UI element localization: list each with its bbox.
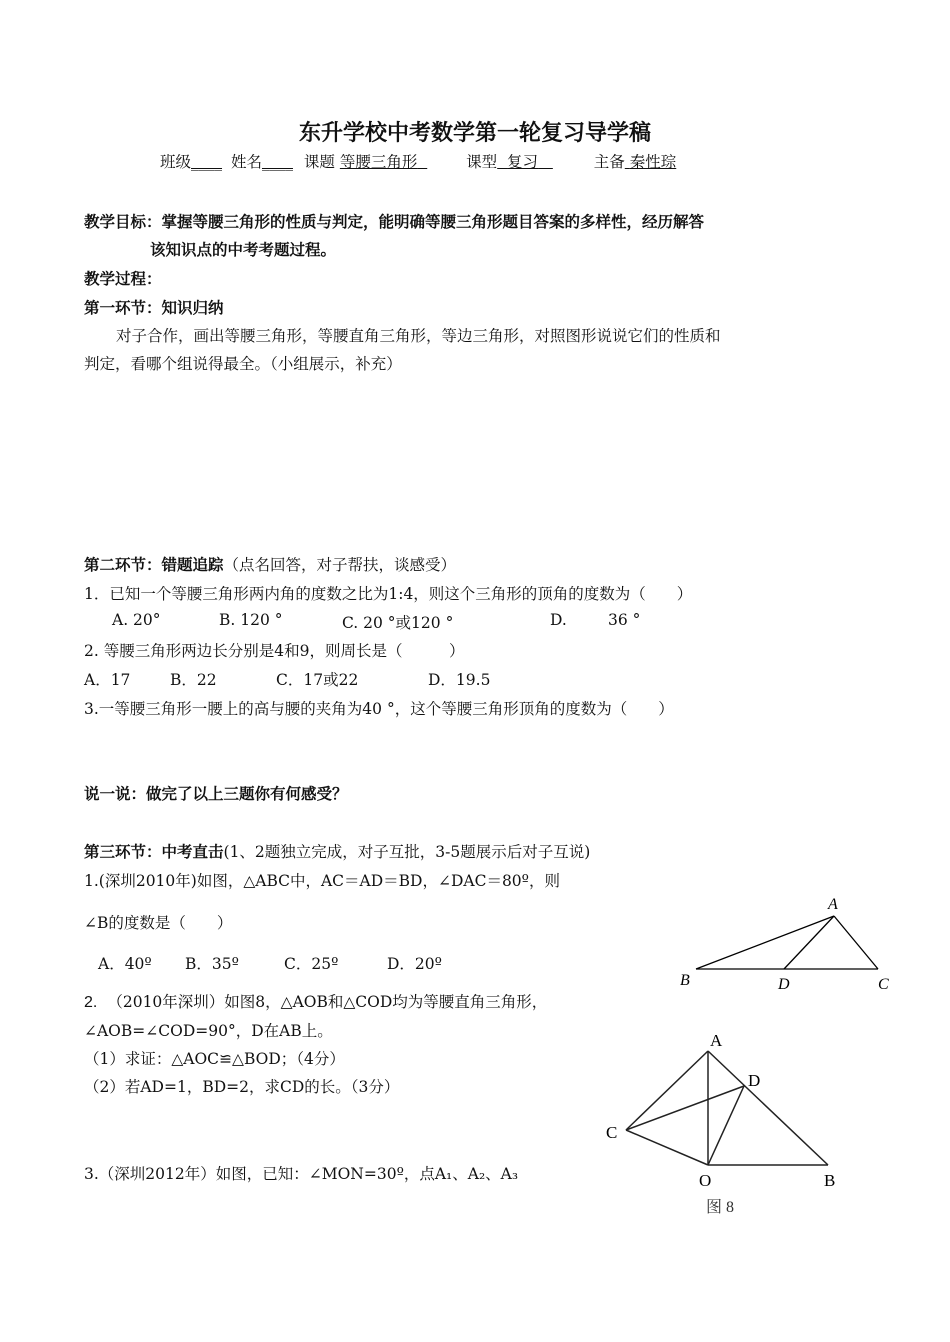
question-3: 3.一等腰三角形一腰上的高与腰的夹角为40 °，这个等腰三角形顶角的度数为（ ）	[84, 700, 674, 718]
name-label: 姓名	[230, 153, 262, 171]
label-o: O	[699, 1171, 712, 1190]
label-d: D	[748, 1071, 761, 1090]
p1-option-b: B．35º	[185, 955, 239, 973]
question-2: 2. 等腰三角形两边长分别是4和9，则周长是（ ）	[84, 642, 465, 660]
problem-2-line-1	[84, 990, 547, 1012]
type-value: 复习	[507, 153, 539, 171]
q2-option-b: B．22	[170, 671, 217, 689]
section3-heading	[84, 840, 590, 862]
question-1: 1．已知一个等腰三角形两内角的度数之比为1:4，则这个三角形的顶角的度数为（ ）	[84, 585, 693, 603]
section1-line-1: 对子合作，画出等腰三角形，等腰直角三角形，等边三角形，对照图形说说它们的性质和	[116, 327, 721, 345]
page-title: 东升学校中考数学第一轮复习导学稿	[298, 120, 651, 146]
segment-ac	[834, 916, 878, 969]
name-field: ____	[261, 153, 293, 171]
figure-caption: 图 8	[706, 1199, 735, 1216]
process-label: 教学过程：	[84, 269, 162, 288]
label-b: B	[680, 972, 690, 989]
q1-option-c: C. 20 °或120 °	[342, 614, 454, 632]
q2-option-d: D．19.5	[428, 671, 491, 689]
problem-2-text: （2010年深圳）如图8，△AOB和△COD均为等腰直角三角形，	[107, 993, 548, 1011]
figure-8	[598, 1020, 858, 1220]
p1-option-d: D．20º	[387, 955, 442, 973]
problem-2-number: 2.	[84, 994, 98, 1011]
q1-option-d-value: 36 °	[608, 611, 641, 629]
q1-option-a: A. 20°	[112, 611, 161, 629]
segment-ab	[708, 1051, 828, 1165]
author-value: 秦性琮	[629, 153, 677, 171]
problem-1-line-2: ∠B的度数是（ ）	[84, 914, 233, 932]
q1-option-b: B. 120 °	[219, 611, 283, 629]
section3-heading-note: (1、2题独立完成，对子互批，3-5题展示后对子互说)	[223, 843, 591, 861]
segment-ad	[784, 916, 834, 969]
segment-ca	[626, 1051, 708, 1130]
problem-2-line-2: ∠AOB=∠COD=90°，D在AB上。	[84, 1022, 333, 1040]
topic-value: 等腰三角形	[339, 153, 418, 171]
label-b: B	[824, 1171, 836, 1190]
author-label: 主备	[593, 153, 625, 171]
label-c: C	[878, 976, 889, 993]
label-a: A	[828, 896, 838, 913]
q2-option-c: C．17或22	[276, 671, 359, 689]
label-c: C	[606, 1123, 618, 1142]
section2-heading	[84, 553, 456, 575]
type-label: 课型	[466, 153, 498, 171]
section1-line-2: 判定，看哪个组说得最全。（小组展示，补充）	[84, 355, 402, 373]
problem-3-line-1: 3.（深圳2012年）如图，已知：∠MON=30º，点A₁、A₂、A₃	[84, 1165, 519, 1183]
label-a: A	[710, 1031, 723, 1050]
class-label: 班级	[160, 153, 192, 171]
segment-co	[626, 1130, 708, 1165]
section2-heading-note: （点名回答，对子帮扶，谈感受）	[223, 556, 457, 574]
class-field: ____	[191, 153, 223, 171]
problem-1-line-1: 1.(深圳2010年)如图，△ABC中，AC＝AD＝BD，∠DAC＝80º，则	[84, 872, 560, 890]
problem-2-part-2: （2）若AD=1，BD=2，求CD的长。（3分）	[84, 1078, 400, 1096]
label-d: D	[778, 976, 790, 993]
p1-option-c: C．25º	[284, 955, 339, 973]
header-info-line	[160, 150, 676, 172]
section3-heading-bold: 第三环节：中考直击	[84, 842, 224, 861]
topic-label: 课题	[303, 153, 335, 171]
q2-option-a: A．17	[84, 671, 131, 689]
section1-heading: 第一环节：知识归纳	[84, 298, 224, 317]
triangle-abc-figure	[670, 890, 910, 1000]
objective-line-1: 教学目标：掌握等腰三角形的性质与判定，能明确等腰三角形题目答案的多样性，经历解答	[84, 212, 705, 231]
objective-line-2: 该知识点的中考考题过程。	[150, 240, 337, 259]
p1-option-a: A．40º	[98, 955, 152, 973]
reflection-prompt: 说一说：做完了以上三题你有何感受？	[84, 784, 348, 803]
section2-heading-bold: 第二环节：错题追踪	[84, 555, 224, 574]
q1-option-d: D.	[550, 611, 567, 629]
problem-2-part-1: （1）求证：△AOC≌△BOD；（4分）	[84, 1050, 345, 1068]
segment-ab	[696, 916, 834, 969]
